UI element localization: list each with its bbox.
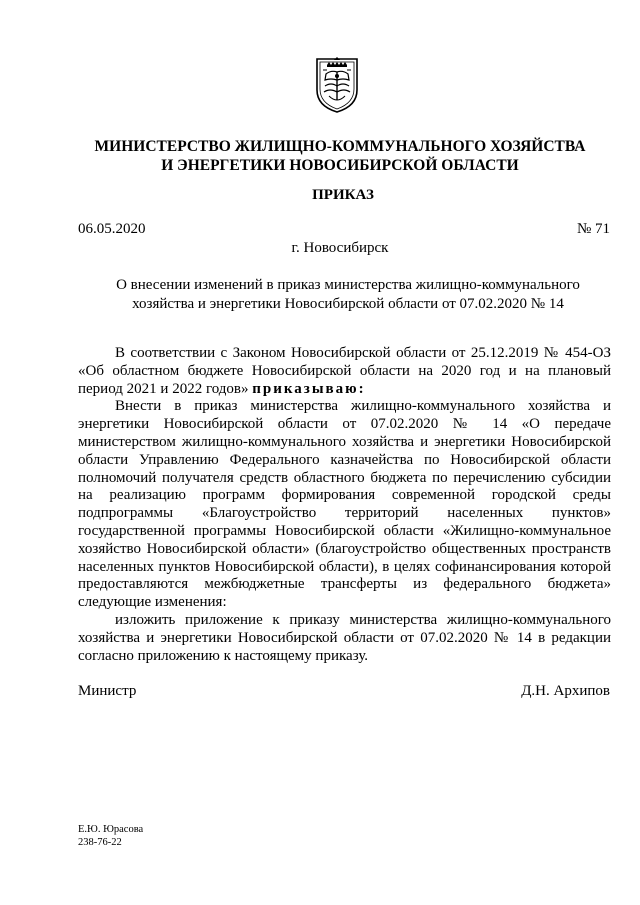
document-city: г. Новосибирск <box>291 240 389 256</box>
body-paragraph-2: Внести в приказ министерства жилищно-коммунального хозяйства и энергетики Новосибирской области от 07.02.2020 № 14 «О передаче министерством жилищно-коммунального хозяйства и энергетики Новосибирской области Управлению Федерального казначейства по Новосибирской области полномочий получателя средств областного бюджета по перечислению субсидии на реализацию программ формирования современной городской среды подпрограммы «Благоустройство территорий населенных пунктов» государственной программы Новосибирской области «Жилищно-коммунальное хозяйство Новосибирской области» (благоустройство общественных пространств населенных пунктов Новосибирской области), в целях софинансирования которой предоставляются межбюджетные трансферты из федерального бюджета» следующие изменения: <box>78 398 611 611</box>
document-subject <box>80 276 616 314</box>
signatory-name: Д.Н. Архипов <box>521 683 610 699</box>
body-paragraph-3: изложить приложение к приказу министерства жилищно-коммунального хозяйства и энергетики Новосибирской области от 07.02.2020 № 14 в редакции согласно приложению к настоящему приказу. <box>78 611 611 664</box>
document-number: № 71 <box>576 221 610 237</box>
coat-of-arms-emblem <box>313 56 361 114</box>
ministry-name <box>60 137 620 175</box>
document-body <box>78 345 611 665</box>
body-order-keyword: приказываю: <box>252 380 366 397</box>
executor-name: Е.Ю. Юрасова <box>78 824 144 835</box>
executor-info <box>78 823 143 849</box>
subject-line1: О внесении изменений в приказ министерства жилищно-коммунального <box>116 277 580 293</box>
signatory-title: Министр <box>78 683 137 699</box>
document-date: 06.05.2020 <box>78 221 146 237</box>
ministry-name-line2: И ЭНЕРГЕТИКИ НОВОСИБИРСКОЙ ОБЛАСТИ <box>161 157 519 174</box>
executor-phone: 238-76-22 <box>78 837 122 848</box>
document-type: ПРИКАЗ <box>312 187 374 203</box>
ministry-name-line1: МИНИСТЕРСТВО ЖИЛИЩНО-КОММУНАЛЬНОГО ХОЗЯЙСТВА <box>94 138 586 155</box>
body-paragraph-1 <box>78 345 611 398</box>
body-paragraph-1-text: В соответствии с Законом Новосибирской области от 25.12.2019 № 454-ОЗ «Об областном бюджете Новосибирской области на 2020 год и на плановый период 2021 и 2022 годов» <box>78 345 611 397</box>
subject-line2: хозяйства и энергетики Новосибирской области от 07.02.2020 № 14 <box>132 296 564 312</box>
